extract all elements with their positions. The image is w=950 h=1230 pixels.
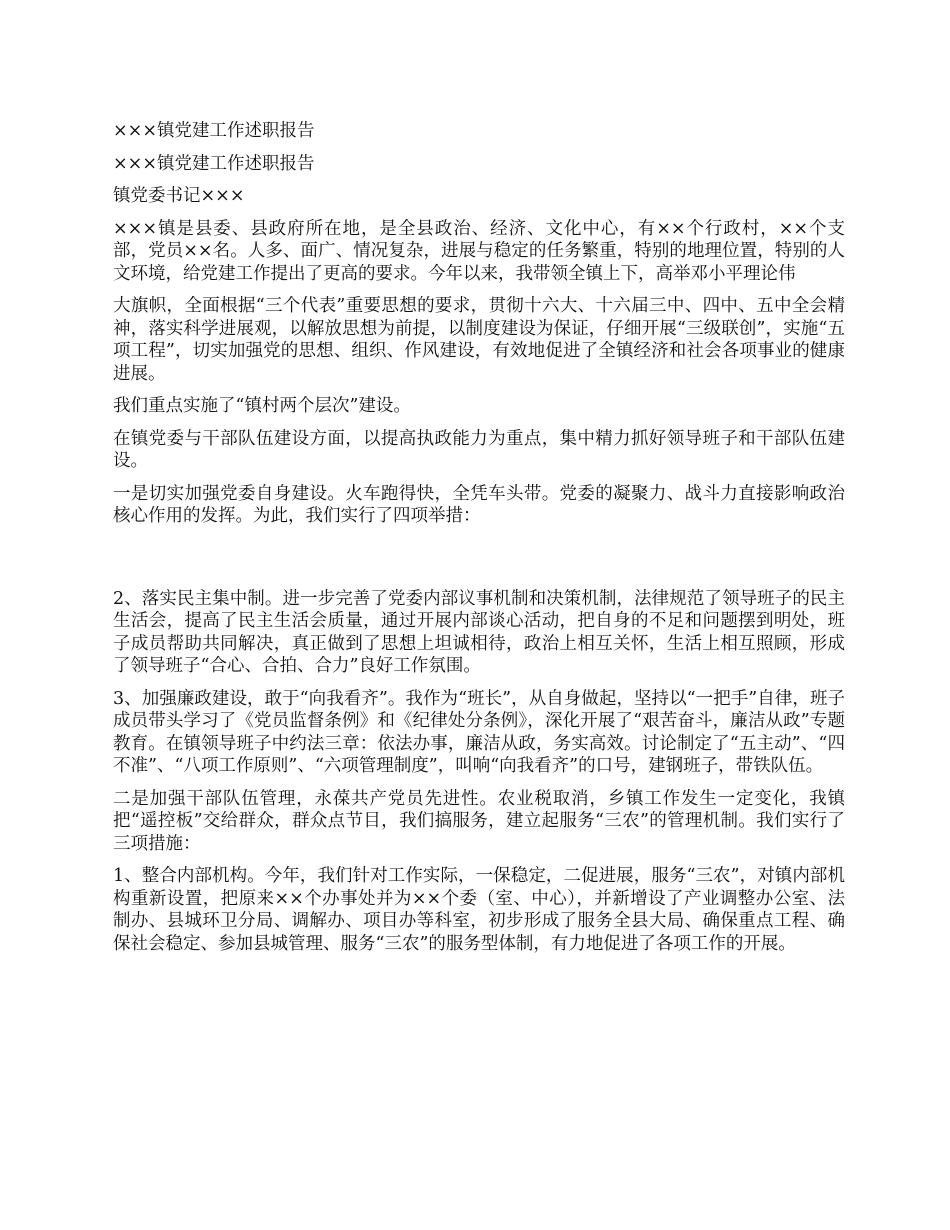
document-header-title: ×××镇党建工作述职报告 <box>113 121 315 141</box>
paragraph-restructure: 1、整合内部机构。今年，我们针对工作实际，一保稳定，二促进展，服务“三农”，对镇内部机构重新设置，把原来××个办事处并为××个委（室、中心），并新增设了产业调整办公室、法制办、县城环卫分局、调解办、项目办等科室，初步形成了服务全县大局、确保重点工程、确保社会稳定、参加县城管理、服务“三农”的服务型体制，有力地促进了各项工作的开展。 <box>113 866 845 954</box>
paragraph-integrity: 3、加强廉政建设，敢于“向我看齐”。我作为“班长”，从自身做起，坚持以“一把手”自律，班子成员带头学习了《党员监督条例》和《纪律处分条例》，深化开展了“艰苦奋斗，廉洁从政”专题教育。在镇领导班子中约法三章：依法办事，廉洁从政，务实高效。讨论制定了“五主动”、“四不准”、“八项工作原则”、“六项管理制度”，叫响“向我看齐”的口号，建钢班子，带铁队伍。 <box>113 688 845 776</box>
document-body <box>113 120 845 965</box>
paragraph-cadre-building: 在镇党委与干部队伍建设方面，以提高执政能力为重点，集中精力抓好领导班子和干部队伍建设。 <box>113 428 845 471</box>
document-author: 镇党委书记××× <box>113 186 245 206</box>
paragraph-intro: ×××镇是县委、县政府所在地，是全县政治、经济、文化中心，有××个行政村，××个支部，党员××名。人多、面广、情况复杂，进展与稳定的任务繁重，特别的地理位置，特别的人文环境，给党建工作提出了更高的要求。今年以来，我带领全镇上下，高举邓小平理论伟 <box>113 218 845 284</box>
paragraph-democratic-centralism: 2、落实民主集中制。进一步完善了党委内部议事机制和决策机制，法律规范了领导班子的民主生活会，提高了民主生活会质量，通过开展内部谈心活动，把自身的不足和问题摆到明处，班子成员帮助共同解决，真正做到了思想上坦诚相待，政治上相互关怀，生活上相互照顾，形成了领导班子“合心、合拍、合力”良好工作氛围。 <box>113 588 845 676</box>
document-title: ×××镇党建工作述职报告 <box>113 153 315 174</box>
paragraph-two-levels: 我们重点实施了“镇村两个层次”建设。 <box>113 396 411 416</box>
blank-gap <box>113 538 845 588</box>
paragraph-party-committee: 一是切实加强党委自身建设。火车跑得快，全凭车头带。党委的凝聚力、战斗力直接影响政治核心作用的发挥。为此，我们实行了四项举措： <box>113 483 845 526</box>
paragraph-cadre-management: 二是加强干部队伍管理，永葆共产党员先进性。农业税取消，乡镇工作发生一定变化，我镇把“遥控板”交给群众，群众点节目，我们搞服务，建立起服务“三农”的管理机制。我们实行了三项措施： <box>113 788 845 854</box>
paragraph-guiding-principles: 大旗帜，全面根据“三个代表”重要思想的要求，贯彻十六大、十六届三中、四中、五中全会精神，落实科学进展观，以解放思想为前提，以制度建设为保证，仔细开展“三级联创”，实施“五项工程”，切实加强党的思想、组织、作风建设，有效地促进了全镇经济和社会各项事业的健康进展。 <box>113 296 845 384</box>
